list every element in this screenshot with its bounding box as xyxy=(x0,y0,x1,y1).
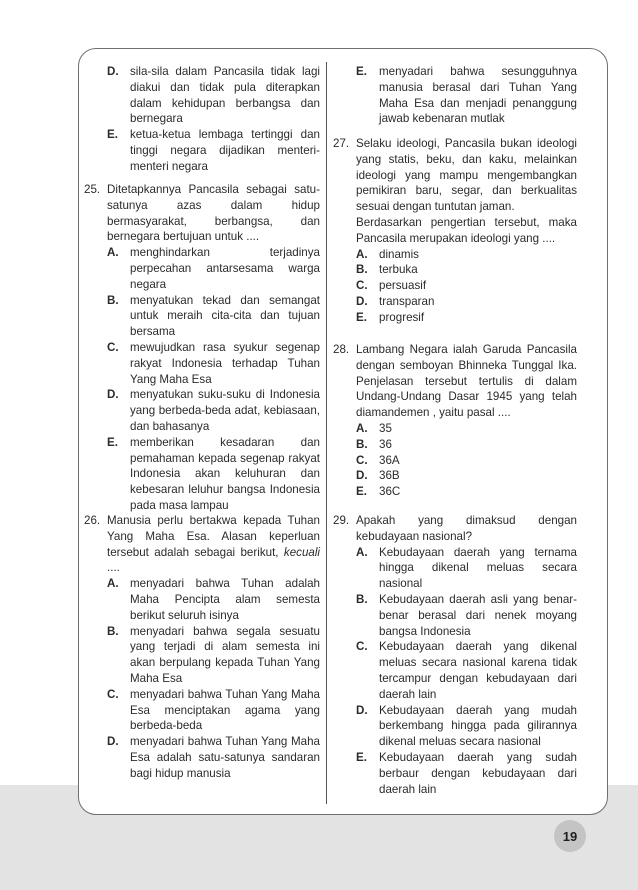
question-25 xyxy=(84,182,320,514)
option-25-a[interactable]: A. menghindarkan terjadinya perpecahan antarsesama warga negara xyxy=(107,246,320,291)
option-25-e[interactable]: E. memberikan kesadaran dan pemahaman kepada segenap rakyat Indonesia akan keluhuran dan kebesaran leluhur bangsa Indonesia pada masa lampau xyxy=(107,435,320,512)
option-28-a[interactable]: A. 35 xyxy=(356,421,392,435)
option-29-a[interactable]: A. Kebudayaan daerah yang ternama hingga dikenal meluas secara nasional xyxy=(356,545,577,591)
option-27-c[interactable]: C. persuasif xyxy=(356,279,427,293)
option-28-b[interactable]: B. 36 xyxy=(356,437,392,451)
option-26-b[interactable]: B. menyadari bahwa segala sesuatu yang terjadi di alam semesta ini akan berpulang kepada Tuhan Yang Maha Esa xyxy=(107,624,320,685)
option-29-d[interactable]: D. Kebudayaan daerah yang mudah berkembang hingga pada gilirannya dikenal meluas secara nasional xyxy=(356,703,577,749)
question-number: 29. xyxy=(333,514,350,527)
option-26-a[interactable]: A. menyadari bahwa Tuhan adalah Maha Pencipta alam semesta berikut seluruh isinya xyxy=(107,577,320,622)
question-28 xyxy=(333,342,577,500)
option-27-a[interactable]: A. dinamis xyxy=(356,247,419,261)
column-divider xyxy=(326,62,327,804)
question-text: Lambang Negara ialah Garuda Pancasila dengan semboyan Bhinneka Tunggal Ika. Penjelasan tersebut tertulis di dalam Undang-Undang Dasar 1945 yang telah diamandemen , yaitu pasal .... xyxy=(356,343,577,420)
option-27-d[interactable]: D. transparan xyxy=(356,294,435,308)
option-26-c[interactable]: C. menyadari bahwa Tuhan Yang Maha Esa menciptakan agama yang berbeda-beda xyxy=(107,687,320,733)
page-number: 19 xyxy=(554,820,586,852)
question-26 xyxy=(84,513,320,782)
option-24-d[interactable]: D. sila-sila dalam Pancasila tidak lagi diakui dan tidak pula diterapkan dalam kehidupan berbangsa dan bernegara xyxy=(107,65,320,126)
question-text: Manusia perlu bertakwa kepada Tuhan Yang Maha Esa. Alasan keperluan tersebut adalah sebagai berikut, kecuali .... xyxy=(107,514,320,575)
option-28-c[interactable]: C. 36A xyxy=(356,453,400,467)
emphasis-kecuali: kecuali xyxy=(283,545,320,559)
option-25-b[interactable]: B. menyatukan tekad dan semangat untuk meraih cita-cita dan tujuan bersama xyxy=(107,293,320,339)
option-29-e[interactable]: E. Kebudayaan daerah yang sudah berbaur dengan kebudayaan dari daerah lain xyxy=(356,750,577,796)
option-28-e[interactable]: E. 36C xyxy=(356,485,401,499)
question-29 xyxy=(333,513,577,797)
continued-options-26 xyxy=(333,64,577,127)
question-27 xyxy=(333,136,577,326)
option-26-d[interactable]: D. menyadari bahwa Tuhan Yang Maha Esa adalah satu-satunya sandaran bagi hidup manusia xyxy=(107,735,320,780)
option-29-c[interactable]: C. Kebudayaan daerah yang dikenal meluas secara nasional karena tidak tercampur dengan kebudayaan dari daerah lain xyxy=(356,640,577,701)
question-text: Apakah yang dimaksud dengan kebudayaan nasional? xyxy=(356,514,577,543)
question-number: 25. xyxy=(84,183,101,196)
question-text: Ditetapkannya Pancasila sebagai satu-satunya azas dalam hidup bermasyarakat, berbangsa, dan bernegara bertujuan untuk .... xyxy=(107,183,320,244)
question-number: 28. xyxy=(333,343,350,356)
option-28-d[interactable]: D. 36B xyxy=(356,469,400,483)
question-number: 27. xyxy=(333,137,350,150)
question-number: 26. xyxy=(84,514,101,527)
option-27-e[interactable]: E. progresif xyxy=(356,310,425,324)
option-25-c[interactable]: C. mewujudkan rasa syukur segenap rakyat Indonesia terhadap Tuhan Yang Maha Esa xyxy=(107,340,320,386)
option-29-b[interactable]: B. Kebudayaan daerah asli yang benar-benar berasal dari nenek moyang bangsa Indonesia xyxy=(356,592,577,638)
option-25-d[interactable]: D. menyatukan suku-suku di Indonesia yang berbeda-beda adat, kebiasaan, dan bahasanya xyxy=(107,388,320,433)
option-27-b[interactable]: B. terbuka xyxy=(356,263,418,277)
continued-options-24 xyxy=(84,64,320,175)
question-text: Selaku ideologi, Pancasila bukan ideologi yang statis, beku, dan kaku, melainkan ideologi yang mampu mengembangkan pemikiran baru, segar, dan berkualitas sesuai dengan tuntutan jaman. Berdasarkan pengertian tersebut, maka Pancasila merupakan ideologi yang .... xyxy=(356,137,577,245)
option-26-e[interactable]: E. menyadari bahwa sesungguhnya manusia berasal dari Tuhan Yang Maha Esa dan menjadi penanggung jawab kebenaran mutlak xyxy=(356,65,577,126)
option-24-e[interactable]: E. ketua-ketua lembaga tertinggi dan tinggi negara dijadikan menteri-menteri negara xyxy=(107,128,320,173)
